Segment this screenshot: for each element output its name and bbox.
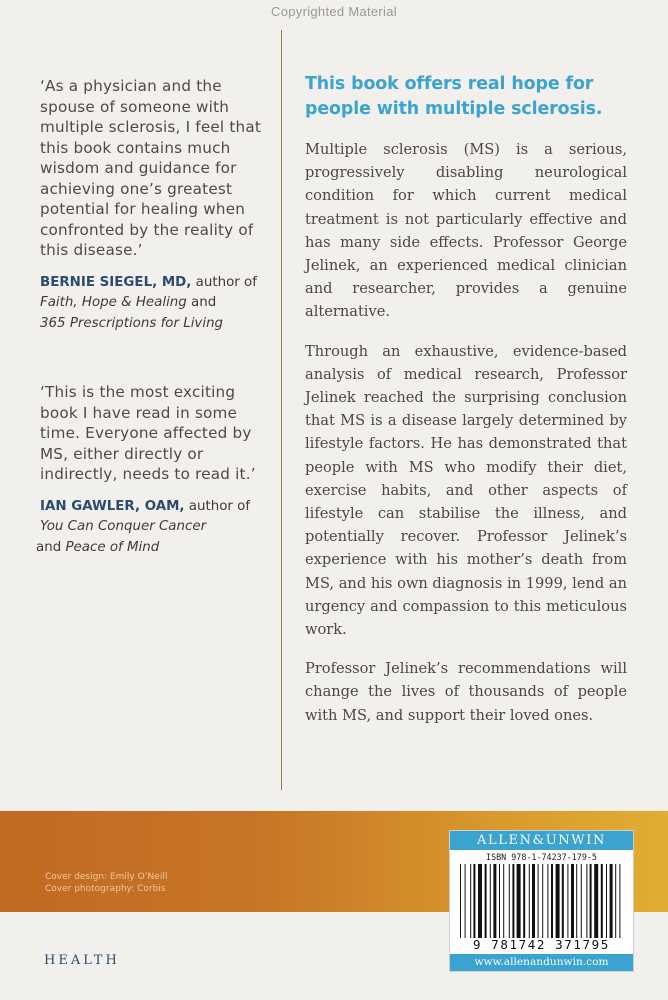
cover-design-credit: Cover design: Emily O’Neill (45, 872, 168, 882)
endorser-book-1b: 365 Prescriptions for Living (40, 315, 224, 331)
publisher-logo: ALLEN&UNWIN (450, 831, 633, 850)
endorser-joiner-2: and (36, 539, 62, 555)
endorser-role-1: author of (191, 274, 257, 290)
blurb-headline: This book offers real hope for people with multiple sclerosis. (305, 74, 603, 119)
cover-credits (45, 871, 167, 895)
endorser-joiner-1: and (186, 295, 217, 310)
isbn-text: ISBN 978-1-74237-179-5 (486, 852, 597, 862)
endorsement-attribution-1 (40, 273, 268, 335)
endorser-book-1a: Faith, Hope & Healing (40, 295, 187, 310)
cover-photo-credit: Cover photography: Corbis (45, 884, 166, 894)
blurb-paragraph-2: Through an exhaustive, evidence-based analysis of medical research, Professor Jelinek reached the surprising conclusion that MS is a disease largely determined by lifestyle factors. He has demonstrated that people with MS who modify their diet, exercise habits, and other aspects of lifestyle can stabilise the illness, and potentially recover. Professor Jelinek’s experience with his mother’s death from MS, and his own diagnosis in 1999, lend an urgency and compassion to this meticulous work. (305, 342, 627, 639)
barcode-icon (458, 864, 625, 938)
endorsement-quote-2: ‘This is the most exciting book I have read in some time. Everyone affected by MS, either directly or indirectly, needs to read it.’ (40, 383, 256, 483)
endorser-book-2b: Peace of Mind (65, 539, 160, 555)
endorser-book-2a: You Can Conquer Cancer (40, 519, 207, 534)
publisher-url: www.allenandunwin.com (450, 954, 633, 971)
endorsement-attribution-2 (36, 497, 268, 559)
endorsement-quote-1: ‘As a physician and the spouse of someone with multiple sclerosis, I feel that this book contains much wisdom and guidance for achieving one’s greatest potential for healing when confronted by the reality of this disease.’ (40, 77, 262, 259)
endorser-name-2: IAN GAWLER, OAM, (40, 498, 185, 514)
blurb-paragraph-1: Multiple sclerosis (MS) is a serious, progressively disabling neurological condition for which current medical treatment is not particularly effective and has many side effects. Professor George Jelinek, an experienced medical clinician and researcher, provides a genuine alternative. (305, 141, 627, 321)
endorsements-column (36, 76, 268, 558)
copyright-watermark: Copyrighted Material (271, 4, 397, 19)
blurb-paragraph-3: Professor Jelinek’s recommendations will change the lives of thousands of people with MS, and support their loved ones. (305, 660, 627, 724)
endorser-role-2: author of (184, 498, 251, 514)
endorser-name-1: BERNIE SIEGEL, MD, (40, 274, 192, 290)
publisher-barcode-box (449, 830, 634, 972)
category-label: HEALTH (44, 953, 120, 968)
column-divider (281, 30, 282, 790)
barcode-digits: 9 781742 371795 (473, 937, 610, 952)
blurb-column (305, 72, 627, 743)
